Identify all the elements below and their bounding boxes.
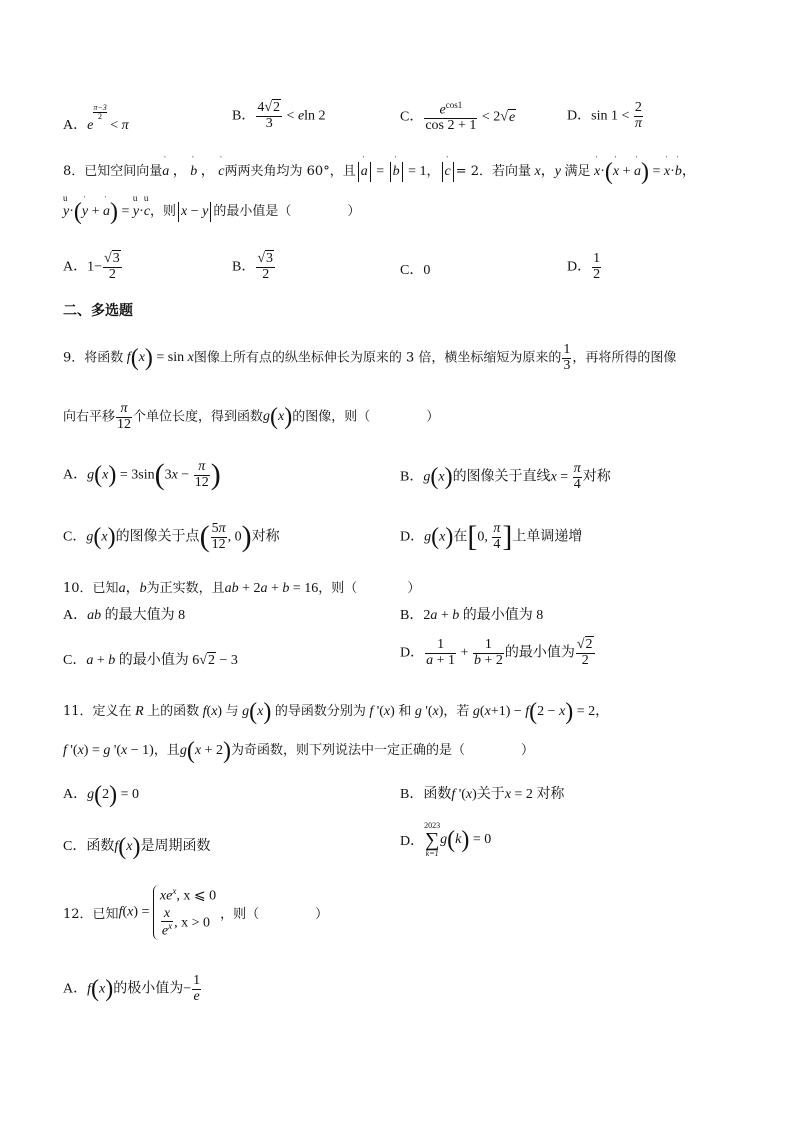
q9-text-4: 向右平移 xyxy=(63,409,116,425)
q7-option-b: B． $\frac{4√2}{3}$ < eln 2 xyxy=(232,100,326,131)
q9-text-3: ，再将所得的图像 xyxy=(572,350,677,366)
q9-option-a-label: A． xyxy=(63,467,88,483)
q11-sum-upper: 2023 xyxy=(424,821,441,830)
q8-option-d-label: D． xyxy=(567,259,592,275)
q10-option-a: A．ab 的最大值为 8 xyxy=(63,608,186,623)
q8-option-c xyxy=(400,259,430,279)
q9-option-b-text: 的图像关于直线 xyxy=(452,469,551,485)
q11-option-a: A．g(2) = 0 xyxy=(63,781,140,808)
q11-option-d: D． 2023 ∑ k=1 g(k) = 0 xyxy=(400,821,492,858)
q11-text-5: 和 xyxy=(398,704,412,719)
q11-text-2: 上的函数 xyxy=(147,704,200,719)
q9-option-b: B．g(x)的图像关于直线x = $\frac{\pi}{4}$ 对称 xyxy=(400,461,611,492)
q11-line-2: f '(x) = g '(x − 1)，且g(x + 2)为奇函数，则下列说法中一定正确的是（ ） xyxy=(63,737,534,764)
q8-option-c-value: 0 xyxy=(423,263,431,278)
q12-piecewise: $xe^x$, x ⩽ 0 $\frac{x}{e^x}$ , x > 0 xyxy=(153,885,220,940)
q11-text-8: 为奇函数，则下列说法中一定正确的是（ xyxy=(230,743,465,758)
q12-case-1-cond: , x ⩽ 0 xyxy=(176,888,217,904)
q9-option-a: A．g(x) = 3sin(3x − $\frac{\pi}{12}$ ) xyxy=(63,458,221,492)
q9-option-c-label: C． xyxy=(63,529,87,545)
q9-option-c: C．g(x)的图像关于点( $\frac{5\pi}{12}$ , 0)对称 xyxy=(63,520,280,554)
q8-text-6: ，则 xyxy=(150,204,177,219)
q8-text-7: 的最小值是（ xyxy=(213,204,292,219)
q8-option-d: D． $\frac{1}{2}$ xyxy=(567,251,601,282)
q7-option-d-label: D． xyxy=(567,108,592,124)
q11-number: 11． xyxy=(63,704,93,719)
q9-text-6: 的图像，则（ xyxy=(292,409,371,425)
q12-option-a-text: 的极小值为 xyxy=(113,981,184,997)
q12-text-3: ） xyxy=(315,906,329,922)
q9-text-7: ） xyxy=(426,409,440,425)
q11-text-3: 与 xyxy=(225,704,239,719)
q9-option-c-text: 的图像关于点 xyxy=(115,529,200,545)
q11-text-7: ，且 xyxy=(153,743,180,758)
q11-option-b-label: B． xyxy=(400,787,424,802)
q10-option-d-text: 的最小值为 xyxy=(504,645,575,661)
q8-number: 8． xyxy=(63,164,85,179)
q8-text-4: = 2．若向量 xyxy=(455,164,532,179)
q10-option-b-label: B． xyxy=(400,608,424,623)
q11-text-6: ，若 xyxy=(443,704,470,719)
q11-option-c-text: 函数 xyxy=(86,839,115,854)
q9-option-c-tail: 对称 xyxy=(251,529,280,545)
q11-text-9: ） xyxy=(520,743,534,758)
q11-option-c: C．函数f(x)是周期函数 xyxy=(63,833,211,860)
q10-number: 10． xyxy=(63,581,93,596)
q10-text-3: ，则（ xyxy=(318,581,358,596)
q8-option-a: A．1− $\frac{√3}{2}$ xyxy=(63,251,120,282)
q7-option-a: A．e $\frac{\pi-3}{2}$ < π xyxy=(63,103,129,133)
q9-text-1: 将函数 xyxy=(84,350,124,366)
q8-option-b: B． $\frac{√3}{2}$ xyxy=(232,251,274,282)
q8-text-5: 满足 xyxy=(564,164,591,179)
q11-text-4: 的导函数分别为 xyxy=(274,704,366,719)
q8-line-2: u y·(ˈ y + ˈ a) = u y·u c，则 x − y 的最小值是（ ） xyxy=(63,200,360,222)
q9-option-b-label: B． xyxy=(400,469,424,485)
q10-option-a-label: A． xyxy=(63,608,88,623)
q11-option-c-label: C． xyxy=(63,839,87,854)
section-heading: 二、多选题 xyxy=(63,303,133,319)
q9-option-d: D．g(x)在[0, $\frac{\pi}{4}$ ]上单调递增 xyxy=(400,520,583,554)
q10-option-c-text: 的最小值为 xyxy=(118,653,189,668)
q8-line-1: 8．已知空间向量ˈ a ， ˈ b ， ˈ c两两夹角均为 60°，且ˈ a = ˈ b = 1，ˈ c = 2．若向量 x，y 满足 ˈ x·(ˈ x + ˈ a) = ˈ x·ˈ b， xyxy=(63,160,696,182)
q12-option-a-label: A． xyxy=(63,981,88,997)
q9-text-2: 图像上所有点的纵坐标伸长为原来的 3 倍，横坐标缩短为原来的 xyxy=(193,350,562,366)
q7-option-c: C． $\frac{e^{cos1}}{\cos 2 + 1}$ < 2√e xyxy=(400,100,516,134)
q10-text-1: 已知 xyxy=(92,581,119,596)
q12-case-2-cond: , x > 0 xyxy=(174,915,211,931)
q11-option-b-mid: 关于 xyxy=(476,787,505,802)
q10-option-a-text: 的最大值为 8 xyxy=(104,608,186,623)
q11-option-b-tail: 对称 xyxy=(536,787,565,802)
q9-option-d-tail: 上单调递增 xyxy=(512,529,583,545)
q11-sum-lower: k=1 xyxy=(425,849,439,858)
q8-option-b-label: B． xyxy=(232,259,256,275)
q8-option-a-label: A． xyxy=(63,259,88,275)
q11-line-1: 11．定义在 R 上的函数 f(x) 与 g(x) 的导函数分别为 f '(x) 和 g '(x)，若 g(x+1) − f(2 − x) = 2， xyxy=(63,698,610,725)
q8-text-1: 已知空间向量 xyxy=(84,164,163,179)
q12-text-2: ，则（ xyxy=(220,906,260,922)
q12-text-1: 已知 xyxy=(92,906,119,922)
q10-option-c-label: C． xyxy=(63,653,87,668)
q9-option-d-text: 在 xyxy=(453,529,468,545)
q10-option-b-text: 的最小值为 8 xyxy=(462,608,544,623)
q9-number: 9． xyxy=(63,350,85,366)
q9-text-5: 个单位长度，得到函数 xyxy=(133,409,264,425)
q10-option-d-label: D． xyxy=(400,645,425,661)
q11-option-d-label: D． xyxy=(400,834,425,849)
q12-option-a: A．f(x)的极小值为− $\frac{1}{e}$ xyxy=(63,973,201,1004)
q8-text-2: 两两夹角均为 60°，且 xyxy=(224,164,356,179)
q9-line-1: 9．将函数 f(x) = sin x图像上所有点的纵坐标伸长为原来的 3 倍，横坐标缩短为原来的 $\frac{1}{3}$ ，再将所得的图像 xyxy=(63,342,677,373)
q11-option-b: B．函数f '(x)关于x = 2 对称 xyxy=(400,787,565,802)
q11-option-b-text: 函数 xyxy=(423,787,452,802)
q7-option-c-label: C． xyxy=(400,109,424,125)
q10-text-4: ） xyxy=(407,581,421,596)
q9-option-d-label: D． xyxy=(400,529,425,545)
q7-option-d: D．sin 1 < $\frac{2}{\pi}$ xyxy=(567,100,642,131)
q8-option-a-value: 1− xyxy=(87,259,103,275)
q9-option-b-tail: 对称 xyxy=(582,469,611,485)
q11-text-1: 定义在 xyxy=(92,704,132,719)
q12-number: 12． xyxy=(63,906,93,922)
q12-line-1: 12．已知f(x) = $xe^x$, x ⩽ 0 $\frac{x}{e^x}$ , x > 0 ，则（ ） xyxy=(63,886,329,939)
q10-option-c: C．a + b 的最小值为 6√2 − 3 xyxy=(63,653,238,668)
q11-option-a-label: A． xyxy=(63,787,88,802)
q10-option-d: D． $\frac{1}{a + 1}$ + $\frac{1}{b + 2}$ 的最小值为 $\frac{√2}{2}$ xyxy=(400,637,593,668)
q10-line-1: 10．已知a，b为正实数，且ab + 2a + b = 16，则（ ） xyxy=(63,581,421,596)
q8-text-8: ） xyxy=(347,204,361,219)
q7-option-b-label: B． xyxy=(232,108,256,124)
q9-line-2: 向右平移 $\frac{\pi}{12}$ 个单位长度，得到函数g(x)的图像，则（ ） xyxy=(63,401,440,432)
q10-option-b: B．2a + b 的最小值为 8 xyxy=(400,608,544,623)
q11-option-c-tail: 是周期函数 xyxy=(140,839,211,854)
q8-text-3: ， xyxy=(426,164,440,179)
q10-text-2: 为正实数，且 xyxy=(146,581,225,596)
q7-option-a-label: A． xyxy=(63,118,88,133)
q8-option-c-label: C． xyxy=(400,263,424,278)
